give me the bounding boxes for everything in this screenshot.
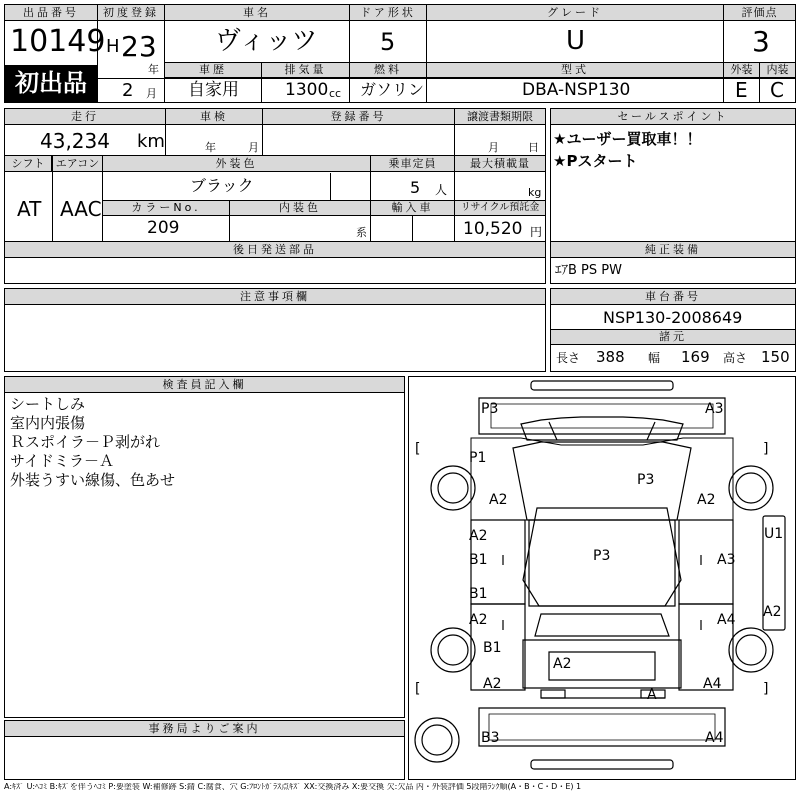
shift: AT [17, 197, 42, 221]
chassis-number: NSP130-2008649 [603, 308, 743, 327]
height: 150 [761, 348, 790, 366]
bracket-close-rear: ] [763, 681, 769, 697]
mark-wheel-rl: B1 [483, 640, 502, 656]
mark-p1: P1 [469, 450, 487, 466]
mark-door-rl-1: B1 [469, 586, 488, 602]
score-label: 評価点 [724, 5, 795, 21]
reg-no-label: 登録番号 [263, 109, 454, 125]
inspector-line-3: Ｒスポイラ－Ｐ剥がれ [10, 433, 161, 451]
inspector-line-2: 室内内張傷 [10, 414, 86, 432]
length-label: 長さ [556, 351, 581, 365]
damage-diagram [408, 376, 796, 780]
exterior-color: ブラック [190, 176, 254, 195]
import-label: 輸入車 [371, 201, 454, 216]
max-load-unit: kg [528, 186, 542, 199]
fuel: ガソリン [360, 80, 425, 99]
year-unit: 年 [148, 63, 159, 76]
bracket-open-rear: [ [415, 681, 421, 697]
mark-front-right: A3 [705, 401, 724, 417]
inspector-line-1: シートしみ [10, 395, 86, 413]
inspection-label: 車検 [166, 109, 262, 125]
mark-door-fr: A3 [717, 552, 736, 568]
displacement: 1300 [285, 80, 329, 100]
insp-year-unit: 年 [205, 141, 216, 154]
insp-month-unit: 月 [248, 141, 259, 154]
transfer-day-unit: 日 [528, 141, 539, 154]
grade: U [566, 26, 586, 56]
length: 388 [596, 348, 625, 366]
notes-label: 注意事項欄 [5, 289, 545, 305]
seating-label: 乗車定員 [371, 156, 454, 172]
reg-year: 23 [121, 30, 157, 63]
shift-label: シフト [5, 156, 52, 172]
max-load-label: 最大積載量 [455, 156, 545, 172]
grade-label: グレード [427, 5, 723, 21]
mark-rear-left: B3 [481, 730, 500, 746]
mark-door-rr: A4 [717, 612, 736, 628]
equipment-value: ｴｱB PS PW [555, 263, 622, 278]
car-name: ヴィッツ [215, 26, 318, 56]
recycle-label: リサイクル預託金 [455, 201, 545, 216]
sales-point-2: ★Pスタート [553, 152, 638, 170]
car-name-label: 車名 [165, 5, 349, 21]
history-label: 車歴 [165, 63, 261, 78]
inspector-line-4: サイドミラ－Ａ [10, 452, 114, 470]
mark-u1: U1 [764, 526, 784, 542]
bracket-close-front: ] [763, 441, 769, 457]
history: 自家用 [188, 80, 239, 100]
width-label: 幅 [648, 351, 661, 365]
first-listing-badge: 初出品 [5, 65, 97, 102]
chassis-label: 車台番号 [551, 289, 795, 305]
exterior-grade: E [735, 78, 748, 102]
mark-quarter-right: A4 [703, 676, 722, 692]
equipment-label: 純正装備 [551, 242, 795, 258]
mark-hood: P3 [637, 472, 655, 488]
color-label: 外装色 [103, 156, 370, 172]
sales-points-label: セールスポイント [551, 109, 795, 125]
width: 169 [681, 348, 710, 366]
door-label: ドア形状 [350, 5, 426, 21]
interior-grade: C [770, 78, 784, 102]
displacement-unit: cc [329, 87, 342, 100]
mark-roof: P3 [593, 548, 611, 564]
score: 3 [752, 25, 770, 58]
exterior-label: 外装 [724, 63, 759, 78]
displacement-label: 排気量 [262, 63, 349, 78]
later-parts-label: 後日発送部品 [5, 242, 545, 258]
lot-no-label: 出品番号 [5, 5, 97, 21]
model-label: 型式 [427, 63, 723, 78]
transfer-label: 譲渡書類期限 [455, 109, 545, 125]
mark-door-fl-2: B1 [469, 552, 488, 568]
mileage-unit: km [137, 131, 165, 152]
interior-color-label: 内装色 [230, 201, 370, 216]
interior-color-unit: 系 [356, 226, 367, 239]
mark-fender-right: A2 [697, 492, 716, 508]
ac-label: エアコン [53, 156, 102, 172]
mark-fender-left: A2 [489, 492, 508, 508]
era: H [106, 36, 120, 57]
first-reg-label: 初度登録 [98, 5, 164, 21]
fuel-label: 燃料 [350, 63, 426, 78]
height-label: 高さ [723, 351, 748, 365]
interior-label: 内装 [760, 63, 795, 78]
doors: 5 [380, 28, 396, 56]
mark-rear-right: A2 [763, 604, 782, 620]
month-unit: 月 [146, 87, 157, 100]
mileage: 43,234 [40, 129, 110, 153]
mark-quarter-left: A2 [483, 676, 502, 692]
lot-number: 10149 [10, 24, 106, 59]
inspector-line-5: 外装うすい線傷、色あせ [10, 471, 176, 489]
color-no-label: カラーNo. [103, 201, 229, 216]
recycle-unit: 円 [530, 225, 543, 239]
legend: A:ｷｽﾞ U:ﾍｺﾐ B:ｷｽﾞを伴うﾍｺﾐ P:要塗装 W:補修跡 S:錆 C:腐食、穴 G:ﾌﾛﾝﾄｶﾞﾗｽ点ｷｽﾞ XX:交換済み X:要交換 欠:欠品 内・外装評価 5段階ﾗﾝｸ順(A・B・C・D・E) 1 [4, 783, 582, 791]
sales-point-1: ★ユーザー買取車！！ [553, 130, 702, 148]
recycle-fee: 10,520 [463, 219, 523, 239]
mileage-label: 走行 [5, 109, 165, 125]
mark-door-rl-2: A2 [469, 612, 488, 628]
color-no: 209 [147, 218, 180, 238]
mark-trunk: A2 [553, 656, 572, 672]
seating-unit: 人 [435, 183, 448, 197]
model-code: DBA-NSP130 [522, 80, 631, 100]
seating: 5 [410, 178, 421, 197]
dims-label: 諸元 [551, 330, 795, 345]
reg-month: 2 [122, 80, 134, 101]
office-label: 事務局よりご案内 [5, 721, 404, 737]
mark-rear-right-bumper: A4 [705, 730, 724, 746]
mark-rear-bumper-center: A [647, 687, 657, 703]
mark-door-fl-1: A2 [469, 528, 488, 544]
ac-type: AAC [60, 197, 102, 221]
transfer-month-unit: 月 [488, 141, 499, 154]
inspector-label: 検査員記入欄 [5, 377, 404, 393]
mark-front-left: P3 [481, 401, 499, 417]
bracket-open-front: [ [415, 441, 421, 457]
